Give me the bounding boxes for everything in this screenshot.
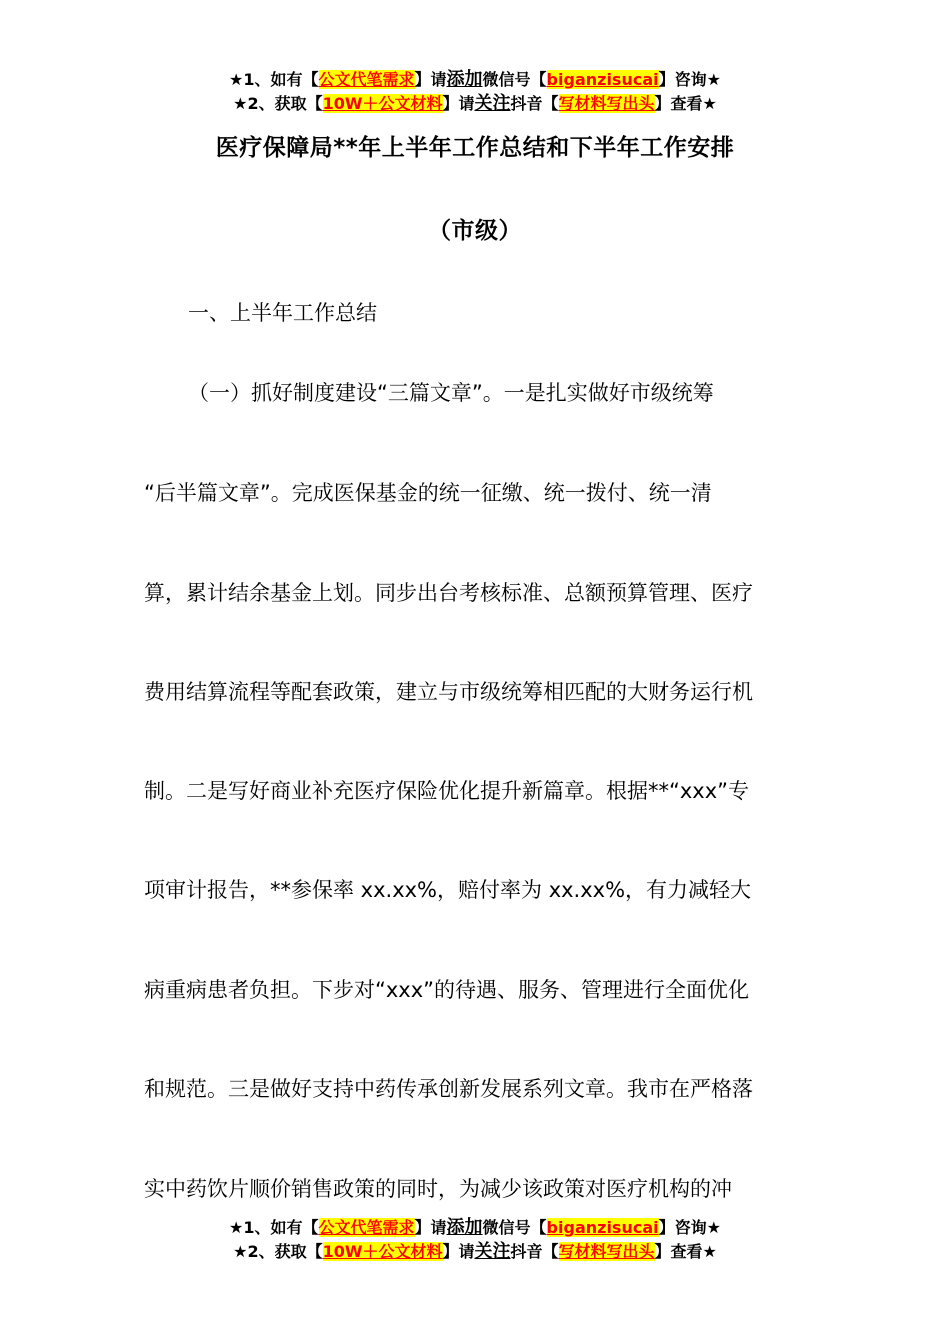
body-line: 病重病患者负担。下步对“xxx”的待遇、服务、管理进行全面优化 (144, 978, 750, 1002)
promo-emphasis-add: 添加 (446, 69, 483, 90)
promo-text: 1、如有【 (243, 1218, 319, 1237)
promo-text: 2、获取【 (247, 94, 323, 113)
body-line: （一）抓好制度建设“三篇文章”。一是扎实做好市级统筹 (188, 381, 714, 405)
document-title: 医疗保障局**年上半年工作总结和下半年工作安排 (215, 135, 735, 161)
promo-highlight-demand: 公文代笔需求 (318, 70, 415, 89)
body-line: 算，累计结余基金上划。同步出台考核标准、总额预算管理、医疗 (144, 581, 753, 605)
promo-line-2 (0, 92, 950, 116)
star-icon: ★ (229, 70, 244, 89)
promo-highlight-material: 10W＋公文材料 (322, 1242, 443, 1261)
promo-line-2 (0, 1240, 950, 1264)
promo-text: 】查看★ (654, 94, 717, 113)
promo-text: 】查看★ (654, 1242, 717, 1261)
star-icon: ★ (233, 1242, 248, 1261)
document-subtitle: （市级） (428, 218, 522, 244)
promo-text: 】请 (414, 70, 447, 89)
promo-text: 微信号【 (482, 70, 547, 89)
section-heading: 一、上半年工作总结 (188, 301, 377, 325)
promo-highlight-douyin: 写材料写出头 (558, 1242, 655, 1261)
promo-emphasis-follow: 关注 (474, 1241, 511, 1262)
promo-text: 】请 (414, 1218, 447, 1237)
promo-emphasis-add: 添加 (446, 1217, 483, 1238)
promo-line-1 (0, 68, 950, 92)
body-line: 和规范。三是做好支持中药传承创新发展系列文章。我市在严格落 (144, 1077, 753, 1101)
promo-text: 1、如有【 (243, 70, 319, 89)
promo-highlight-douyin: 写材料写出头 (558, 94, 655, 113)
promo-text: 抖音【 (510, 94, 559, 113)
promo-text: 】请 (442, 1242, 475, 1261)
promo-emphasis-follow: 关注 (474, 93, 511, 114)
promo-highlight-wechat: biganzisucai (546, 1218, 659, 1237)
promo-text: 抖音【 (510, 1242, 559, 1261)
star-icon: ★ (233, 94, 248, 113)
promo-text: 微信号【 (482, 1218, 547, 1237)
promo-highlight-wechat: biganzisucai (546, 70, 659, 89)
promo-text: 2、获取【 (247, 1242, 323, 1261)
body-line: 项审计报告，**参保率 xx.xx%，赔付率为 xx.xx%，有力减轻大 (144, 878, 752, 902)
promo-text: 】咨询★ (658, 70, 721, 89)
promo-text: 】请 (442, 94, 475, 113)
body-line: 费用结算流程等配套政策，建立与市级统筹相匹配的大财务运行机 (144, 680, 753, 704)
promo-text: 】咨询★ (658, 1218, 721, 1237)
promo-header-top (0, 68, 950, 116)
body-line: 制。二是写好商业补充医疗保险优化提升新篇章。根据**“xxx”专 (144, 779, 750, 803)
promo-highlight-material: 10W＋公文材料 (322, 94, 443, 113)
promo-highlight-demand: 公文代笔需求 (318, 1218, 415, 1237)
star-icon: ★ (229, 1218, 244, 1237)
body-line: “后半篇文章”。完成医保基金的统一征缴、统一拨付、统一清 (144, 481, 712, 505)
body-line: 实中药饮片顺价销售政策的同时，为减少该政策对医疗机构的冲 (144, 1177, 732, 1201)
promo-footer-bottom (0, 1216, 950, 1264)
promo-line-1 (0, 1216, 950, 1240)
